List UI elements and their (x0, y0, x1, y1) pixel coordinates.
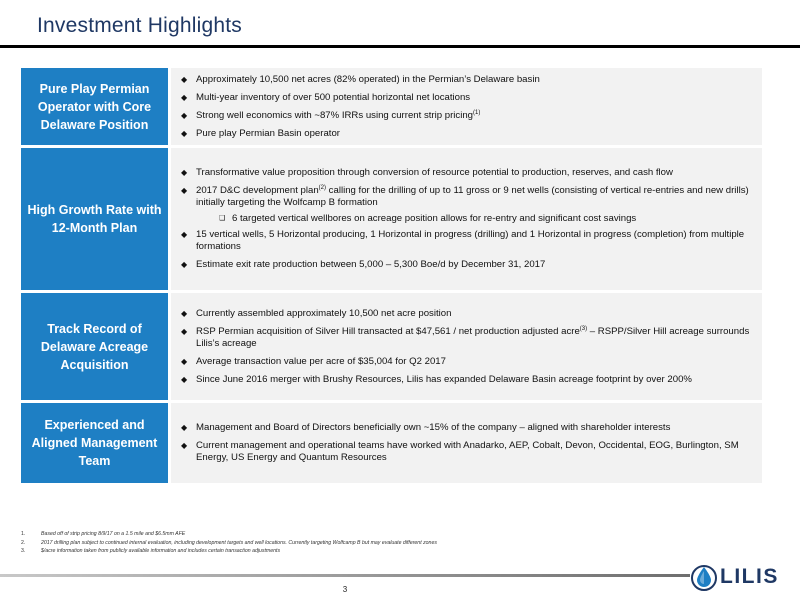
page-number: 3 (342, 585, 348, 594)
diamond-bullet-icon: ◆ (181, 423, 188, 432)
bullet-text: 2017 D&C development plan (196, 185, 319, 196)
diamond-bullet-icon: ◆ (181, 74, 188, 84)
row-label: High Growth Rate with 12-Month Plan (21, 148, 168, 290)
row-content (171, 148, 762, 290)
bullet-text: Estimate exit rate production between 5,000 – 5,300 Boe/d by December 31, 2017 (196, 259, 546, 270)
bullet-item (181, 374, 754, 386)
diamond-bullet-icon: ◆ (181, 356, 188, 366)
footnote-number: 2. (21, 539, 26, 546)
row-label: Track Record of Delaware Acreage Acquisition (21, 293, 168, 400)
highlight-row-growth (21, 148, 762, 290)
diamond-bullet-icon: ◆ (181, 260, 188, 269)
bullet-item (181, 326, 754, 350)
footnote-ref: (2) (318, 184, 327, 191)
bullet-text: Management and Board of Directors beneficially own ~15% of the company – aligned with shareholder interests (196, 422, 671, 433)
footnote (21, 547, 741, 556)
square-bullet-icon: ❑ (219, 215, 226, 222)
highlight-row-management (21, 403, 762, 483)
bullet-item (181, 128, 754, 140)
bullet-item (181, 308, 754, 320)
diamond-bullet-icon: ◆ (181, 92, 188, 102)
footer-bar (0, 574, 690, 577)
page-title: Investment Highlights (37, 14, 242, 37)
row-content (171, 403, 762, 483)
bullet-item (181, 259, 754, 271)
bullet-text-continued: calling for the drilling of up to 11 gross or 9 net wells (consisting of vertical re-entries and new drills) initially targeting the Wolfcamp B formation (196, 185, 749, 208)
sub-bullet-item (181, 213, 754, 225)
logo-text: LILIS (720, 565, 779, 588)
diamond-bullet-icon: ◆ (181, 110, 188, 120)
highlights-table (21, 68, 762, 486)
bullet-item (181, 110, 754, 122)
footnote (21, 530, 741, 539)
footnotes (21, 530, 741, 556)
highlight-row-pure-play (21, 68, 762, 145)
row-label: Experienced and Aligned Management Team (21, 403, 168, 483)
bullet-text: Transformative value proposition through conversion of resource potential to production, reserves, and cash flow (196, 167, 673, 178)
row-label: Pure Play Permian Operator with Core Delaware Position (21, 68, 168, 145)
bullet-text-continued: – RSPP/Silver Hill acreage surrounds Lilis’s acreage (196, 325, 750, 349)
oil-drop-icon (691, 562, 717, 592)
bullet-item (181, 167, 754, 179)
bullet-text: Pure play Permian Basin operator (196, 127, 340, 139)
company-logo (691, 561, 796, 593)
footnote-number: 1. (21, 531, 26, 537)
bullet-text: Multi-year inventory of over 500 potential horizontal net locations (196, 91, 471, 103)
diamond-bullet-icon: ◆ (181, 326, 188, 336)
diamond-bullet-icon: ◆ (181, 441, 188, 450)
footnote-ref: (1) (473, 109, 481, 116)
bullet-text: Since June 2016 merger with Brushy Resources, Lilis has expanded Delaware Basin acreage footprint by over 200% (196, 373, 692, 385)
footnote-ref: (3) (579, 325, 588, 332)
bullet-text: 15 vertical wells, 5 Horizontal producing, 1 Horizontal in progress (drilling) and 1 Horizontal in progress (completion) from multiple formations (196, 229, 745, 252)
bullet-text: RSP Permian acquisition of Silver Hill transacted at $47,561 / net production adjusted acre (196, 325, 580, 337)
bullet-item (181, 422, 754, 434)
bullet-item (181, 229, 754, 253)
footnote-text: $/acre information taken from publicly available information and includes certain transaction adjustments (41, 548, 281, 554)
bullet-item (181, 185, 754, 209)
bullet-text: Approximately 10,500 net acres (82% operated) in the Permian’s Delaware basin (196, 73, 540, 85)
row-content (171, 293, 762, 400)
footnote-number: 3. (21, 548, 26, 554)
diamond-bullet-icon: ◆ (181, 308, 188, 318)
footnote (21, 539, 741, 548)
bullet-text: 6 targeted vertical wellbores on acreage position allows for re-entry and significant cost savings (232, 213, 637, 224)
row-content (171, 68, 762, 145)
bullet-text: Average transaction value per acre of $35,004 for Q2 2017 (196, 355, 446, 367)
bullet-item (181, 440, 754, 464)
diamond-bullet-icon: ◆ (181, 374, 188, 384)
diamond-bullet-icon: ◆ (181, 186, 188, 195)
bullet-item (181, 74, 754, 86)
diamond-bullet-icon: ◆ (181, 230, 188, 239)
bullet-text: Strong well economics with ~87% IRRs using current strip pricing (196, 109, 474, 121)
footnote-text: Based off of strip pricing 8/9/17 on a 1.5 mile and $6.5mm AFE (41, 531, 186, 537)
bullet-item (181, 92, 754, 104)
diamond-bullet-icon: ◆ (181, 168, 188, 177)
bullet-item (181, 356, 754, 368)
bullet-text: Current management and operational teams have worked with Anadarko, AEP, Cobalt, Devon, Occidental, EOG, Burlington, SM Energy, US Energy and Quantum Resources (196, 440, 739, 463)
title-divider (0, 45, 800, 48)
highlight-row-track-record (21, 293, 762, 400)
diamond-bullet-icon: ◆ (181, 128, 188, 138)
bullet-text: Currently assembled approximately 10,500 net acre position (196, 307, 452, 319)
footnote-text: 2017 drilling plan subject to continued internal evaluation, including development targets and well locations. Currently targeting Wolfcamp B but may evaluate different zones (41, 539, 437, 546)
